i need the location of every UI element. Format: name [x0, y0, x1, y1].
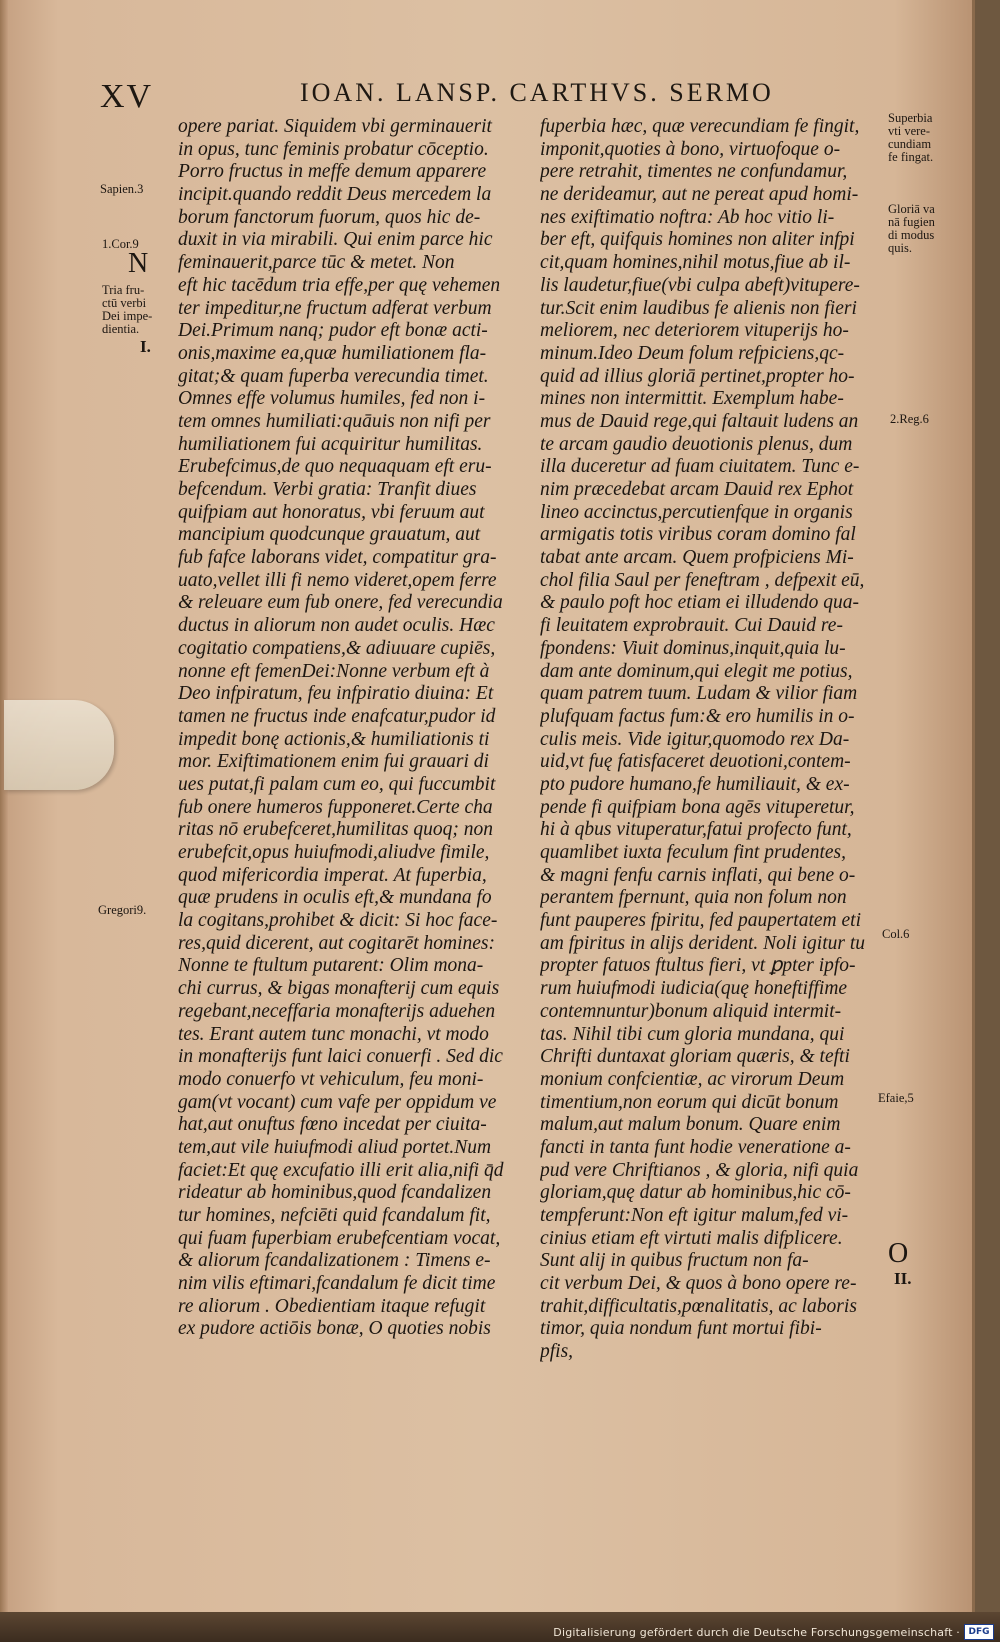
text-line: quam patrem tuum. Ludam & vilior fiam	[540, 683, 858, 705]
margin-note-line: Gloriā va	[888, 202, 935, 216]
text-line: trahit,difficultatis,pœnalitatis, ac laboris	[540, 1295, 857, 1317]
text-line: rideatur ab hominibus,quod fcandalizen	[178, 1182, 492, 1204]
text-line: & releuare eum fub onere, fed verecundia	[178, 592, 503, 614]
digitization-credit: Digitalisierung gefördert durch die Deutsche Forschungsgemeinschaft ·	[553, 1626, 960, 1639]
text-line: duxit in via mirabili. Qui enim parce hic	[178, 229, 493, 251]
text-line: Omnes effe volumus humiles, fed non i-	[178, 388, 486, 410]
text-line: impedit bonę actionis,& humiliationis ti	[178, 728, 490, 750]
text-line: lis laudetur,fiue(vbi culpa abeft)vitupere-	[540, 274, 860, 296]
text-line: quod mifericordia imperat. At fuperbia,	[178, 864, 487, 886]
margin-note-impedientia	[102, 284, 152, 336]
text-line: regebant,neceffaria monafterijs aduehen	[178, 1000, 496, 1022]
text-line: fub onere humeros fupponeret.Certe cha	[178, 796, 493, 818]
text-line: ne derideamur, aut ne pereat apud homi-	[540, 184, 859, 206]
text-line: Dei.Primum nanq; pudor eft bonæ acti-	[178, 320, 488, 342]
margin-roman-two: II.	[894, 1269, 912, 1288]
text-line: te arcam gaudio deuotionis plenus, dum	[540, 433, 853, 455]
text-line: fancti in tanta funt hodie veneratione a-	[540, 1136, 851, 1158]
text-line: onis,maxime ea,quæ humiliationem fla-	[178, 342, 487, 364]
text-line: chi currus, & bigas monafterij cum equis	[178, 978, 500, 1000]
text-line: ues putat,fi palam cum eo, qui fuccumbit	[178, 773, 496, 795]
text-line: mines non intermittit. Exemplum habe-	[540, 388, 844, 410]
margin-note-cor: 1.Cor.9	[102, 237, 139, 251]
text-line: tes. Erant autem tunc monachi, vt modo	[178, 1023, 489, 1045]
text-line: nes exiftimatio noftra: Ab hoc vitio li-	[540, 206, 835, 228]
text-line: ritas nō erubefceret,humilitas quoq; non	[178, 819, 494, 841]
margin-note-line: ctū verbi	[102, 296, 147, 310]
text-line: borum fanctorum fuorum, quos hic de-	[178, 206, 481, 228]
dfg-logo: DFG	[964, 1624, 994, 1640]
text-line: cit,quam homines,nihil motus,fiue ab il-	[540, 252, 851, 274]
text-line: eft hic tacēdum tria effe,per quę vehemen	[178, 274, 501, 296]
text-line: feminauerit,parce tūc & metet. Non	[178, 252, 455, 274]
text-line: ber eft, quifquis homines non aliter infpi	[540, 229, 855, 251]
margin-note-gloria	[888, 203, 935, 255]
text-line: Chrifti duntaxat gloriam quæris, & tefti	[540, 1046, 850, 1068]
text-line: & paulo poft hoc etiam ei illudendo qua-	[540, 592, 859, 614]
text-line: in monafterijs funt laici conuerfi . Sed dic	[178, 1046, 503, 1068]
margin-note-line: Tria fru-	[102, 283, 145, 297]
text-line: plufquam factus fum:& ero humilis in o-	[540, 705, 855, 727]
text-line: mancipium quodcunque grauatum, aut	[178, 524, 481, 546]
margin-note-line: Dei impe-	[102, 309, 153, 323]
text-line: pere retrahit, timentes ne confundamur,	[540, 161, 848, 183]
text-line: mor. Exiftimationem enim fui grauari di	[178, 751, 489, 773]
margin-note-col: Col.6	[882, 927, 910, 941]
text-line: gitat;& quam fuperba verecundia timet.	[178, 365, 489, 387]
text-line: incipit.quando reddit Deus mercedem la	[178, 184, 492, 206]
text-line: la cogitans,prohibet & dicit: Si hoc face-	[178, 910, 498, 932]
text-line: befcendum. Verbi gratia: Tranfit diues	[178, 479, 477, 500]
text-line: fpondens: Viuit dominus,inquit,quia lu-	[540, 637, 846, 659]
margin-section-letter-n: N	[128, 248, 149, 279]
text-line: Sunt alij in quibus fructum non fa-	[540, 1250, 809, 1272]
text-line: tas. Nihil tibi cum gloria mundana, qui	[540, 1023, 845, 1045]
text-line: quæ prudens in oculis eft,& mundana fo	[178, 887, 492, 909]
text-line: armigatis totis viribus coram domino fal	[540, 524, 856, 546]
text-line: mus de Dauid rege,qui faltauit ludens an	[540, 410, 859, 432]
text-line: tempferunt:Non eft igitur malum,fed vi-	[540, 1205, 849, 1226]
text-line: propter fatuos ftultus fieri, vt ꝑpter ipfo-	[540, 955, 856, 977]
text-line: in opus, tunc feminis probatur cōceptio.	[178, 138, 489, 160]
text-line: cogitatio compatiens,& adiuuare cupiēs,	[178, 637, 496, 659]
text-line: Porro fructus in meffe demum apparere	[178, 161, 487, 183]
margin-note-line: nā fugien	[888, 215, 935, 229]
text-line: pfis,	[540, 1341, 574, 1363]
text-line: nim præcedebat arcam Dauid rex Ephot	[540, 479, 854, 500]
text-line: meliorem, nec deteriorem vituperijs ho-	[540, 320, 849, 342]
text-line: imponit,quoties à bono, virtuofoque o-	[540, 138, 841, 160]
text-line: pende fi quifpiam bona agēs vituperetur,	[540, 796, 855, 818]
page-gutter-edge	[0, 0, 8, 1612]
text-line: gam(vt vocant) cum vafe per oppidum ve	[178, 1091, 497, 1113]
text-line: tabat ante arcam. Quem profpiciens Mi-	[540, 547, 854, 569]
text-line: faciet:Et quę excufatio illi erit alia,nifi q̄d	[178, 1159, 504, 1181]
text-line: quamlibet iuxta feculum fint prudentes,	[540, 842, 846, 863]
text-line: lineo accinctus,percutienfque in organis	[540, 501, 853, 523]
text-line: ter impeditur,ne fructum adferat verbum	[178, 297, 492, 319]
text-line: dam ante dominum,qui elegit me potius,	[540, 660, 853, 682]
folio-number: XV	[100, 78, 154, 115]
text-line: contemnuntur)bonum aliquid intermit-	[540, 1000, 842, 1022]
margin-note-superbia	[888, 112, 933, 164]
text-line: malum,aut malum bonum. Quare enim	[540, 1114, 841, 1136]
text-line: ductus in aliorum non audet oculis. Hæc	[178, 615, 495, 637]
text-line: fub fafce laborans videt, compatitur gra-	[178, 547, 497, 569]
text-line: Nonne te ftultum putarent: Olim mona-	[178, 955, 484, 977]
margin-note-sapien: Sapien.3	[100, 182, 144, 196]
text-line: perantem fpernunt, quia non folum non	[540, 887, 847, 909]
text-line: rum huiufmodi iudicia(quę honeftiffime	[540, 978, 848, 1000]
running-title: IOAN. LANSP. CARTHVS. SERMO	[300, 78, 774, 107]
text-line: res,quid dicerent, aut cogitarēt homines:	[178, 932, 495, 954]
text-line: gloriam,quę datur ab hominibus,hic cō-	[540, 1182, 851, 1204]
margin-note-esai: Efaie,5	[878, 1091, 914, 1105]
text-line: culis meis. Vide igitur,quomodo rex Da-	[540, 728, 850, 750]
text-line: fi leuitatem exprobrauit. Cui Dauid re-	[540, 615, 843, 637]
text-line: illa duceretur ad fuam ciuitatem. Tunc e-	[540, 456, 860, 478]
text-line: nim vilis eftimari,fcandalum fe dicit time	[178, 1273, 496, 1295]
margin-note-line: Superbia	[888, 111, 933, 125]
text-line: & aliorum fcandalizationem : Timens e-	[178, 1250, 491, 1272]
margin-note-gregorius: Gregori9.	[98, 903, 147, 917]
text-line: cinius etiam eft virtuti malis difplicere.	[540, 1227, 843, 1249]
text-line: tur.Scit enim laudibus fe alienis non fieri	[540, 297, 857, 319]
text-line: re aliorum . Obedientiam itaque refugit	[178, 1295, 486, 1317]
text-line: & magni fenfu carnis inflati, qui bene o-	[540, 864, 856, 886]
text-line: quifpiam aut honoratus, vbi feruum aut	[178, 501, 485, 523]
text-line: humiliationem fui acquiritur humilitas.	[178, 433, 483, 455]
text-line: funt pauperes fpiritu, fed paupertatem eti	[540, 910, 861, 932]
margin-note-line: dientia.	[102, 322, 140, 336]
left-text-column	[178, 116, 523, 1341]
margin-note-line: vti vere-	[888, 124, 930, 138]
text-line: minum.Ideo Deum folum refpiciens,qc-	[540, 342, 845, 364]
text-line: hat,aut onuftus fœno incedat per ciuita-	[178, 1114, 487, 1136]
text-line: monium confcientiæ, ac virorum Deum	[540, 1068, 845, 1090]
text-line: tamen ne fructus inde enafcatur,pudor id	[178, 705, 496, 727]
text-line: nonne eft femenDei:Nonne verbum eft à	[178, 660, 490, 682]
margin-roman-one: I.	[140, 337, 151, 356]
text-line: qui fuam fuperbiam erubefcentiam vocat,	[178, 1227, 501, 1249]
right-text-column	[540, 116, 885, 1364]
margin-note-line: fe fingat.	[888, 150, 934, 164]
margin-note-reg: 2.Reg.6	[890, 412, 929, 426]
margin-note-line: quis.	[888, 241, 912, 255]
margin-section-letter-o: O	[888, 1238, 909, 1269]
margin-note-line: di modus	[888, 228, 935, 242]
text-line: modo conuerfo vt vehiculum, feu moni-	[178, 1068, 484, 1090]
text-line: cit verbum Dei, & quos à bono opere re-	[540, 1273, 857, 1295]
text-line: ex pudore actiōis bonæ, O quoties nobis	[178, 1318, 491, 1340]
text-line: uid,vt fuę fatisfaceret deuotioni,contem-	[540, 751, 851, 773]
text-line: uato,vellet illi fi nemo videret,opem ferre	[178, 569, 497, 591]
text-line: Erubefcimus,de quo nequaquam eft eru-	[178, 456, 492, 478]
text-line: tem,aut vile huiufmodi aliud portet.Num	[178, 1136, 492, 1158]
text-line: quid ad illius gloriā pertinet,propter ho-	[540, 365, 855, 387]
text-line: Deo infpiratum, feu infpiratio diuina: Et	[178, 683, 494, 705]
text-line: chol filia Saul per feneftram , defpexit eū,	[540, 569, 865, 591]
margin-note-line: cundiam	[888, 137, 932, 151]
text-line: opere pariat. Siquidem vbi germinauerit	[178, 116, 492, 137]
text-line: timor, quia nondum funt mortui fibi-	[540, 1318, 822, 1340]
text-line: fuperbia hæc, quæ verecundiam fe fingit,	[540, 116, 860, 137]
text-line: hi à qbus vituperatur,fatui profecto funt,	[540, 819, 852, 841]
text-line: erubefcit,opus huiufmodi,aliudve fimile,	[178, 842, 490, 863]
text-line: pto pudore humano,fe humiliauit, & ex-	[540, 773, 850, 795]
paper-bookmark-strip	[4, 700, 114, 790]
text-line: tur homines, nefciēti quid fcandalum fit,	[178, 1205, 491, 1226]
text-line: tem omnes humiliati:quāuis non nifi per	[178, 410, 491, 432]
text-line: am fpiritus in alijs derident. Noli igitur tu	[540, 932, 866, 954]
text-line: timentium,non eorum qui dicūt bonum	[540, 1091, 839, 1113]
text-line: pud vere Chriftianos , & gloria, nifi quia	[540, 1159, 859, 1181]
